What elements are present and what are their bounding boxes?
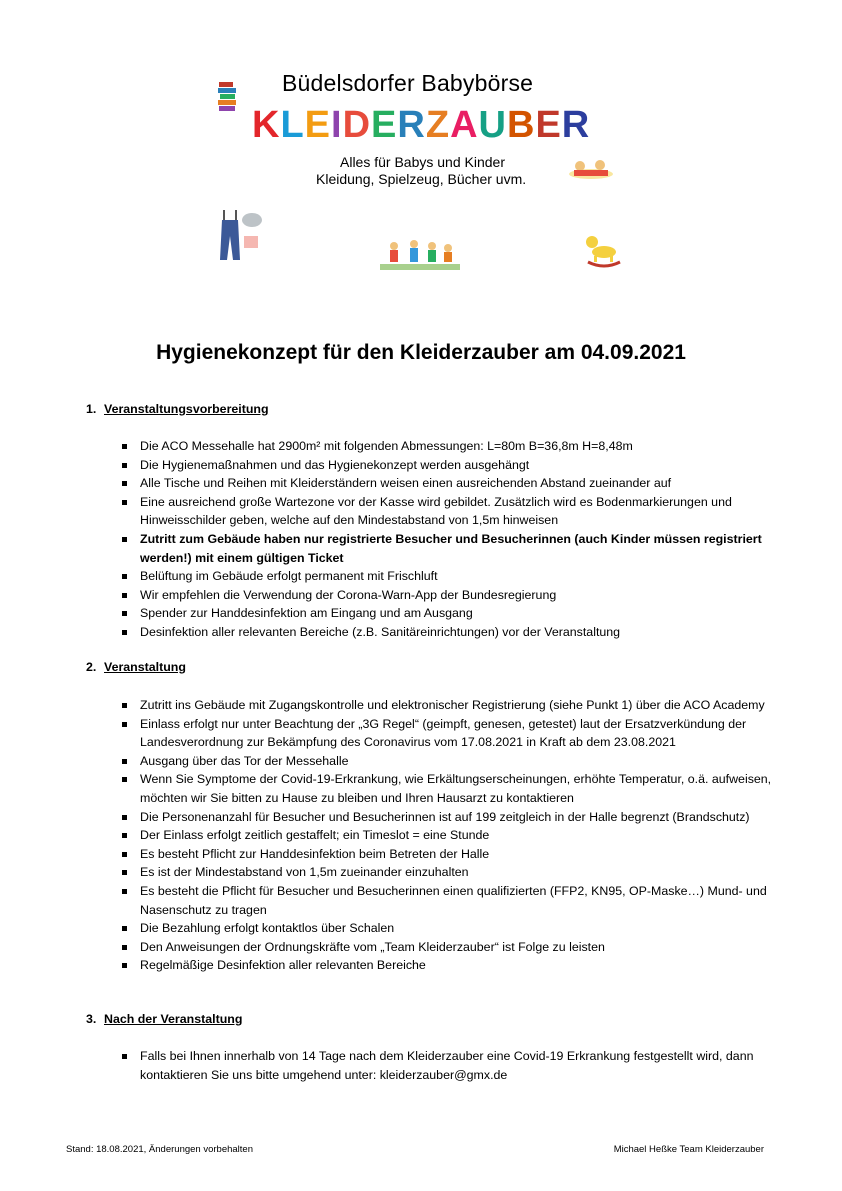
children-playing-icon [380,236,460,272]
wordmark-letter: U [478,104,507,146]
section-list [0,437,842,642]
logo-tagline-2: Kleidung, Spielzeug, Bücher uvm. [316,171,527,187]
wordmark-letter: R [561,104,591,146]
section-list [0,1047,842,1084]
wordmark-letter: R [397,104,426,146]
logo-wordmark [252,104,590,147]
list-item: Die Personenanzahl für Besucher und Besucherinnen ist auf 199 zeitgleich in der Halle begrenzt (Brandschutz) [0,808,842,827]
wordmark-letter: E [371,104,398,146]
section-number: 2. [86,660,97,674]
clothing-icon [214,208,264,264]
list-item: Es besteht die Pflicht für Besucher und Besucherinnen einen qualifizierten (FFP2, KN95, OP-Maske…) Mund- und Nasenschutz zu tragen [0,882,842,919]
section-heading-label: Nach der Veranstaltung [104,1012,243,1026]
section-heading-label: Veranstaltung [104,660,186,674]
list-item: Die Bezahlung erfolgt kontaktlos über Schalen [0,919,842,938]
list-item: Es besteht Pflicht zur Handdesinfektion beim Betreten der Halle [0,845,842,864]
wordmark-letter: Z [425,104,451,146]
list-item: Alle Tische und Reihen mit Kleiderständern weisen einen ausreichenden Abstand zueinander auf [0,474,842,493]
list-item: Wir empfehlen die Verwendung der Corona-Warn-App der Bundesregierung [0,586,842,605]
list-item: Desinfektion aller relevanten Bereiche (z.B. Sanitäreinrichtungen) vor der Veranstaltung [0,623,842,642]
logo-tagline-1: Alles für Babys und Kinder [340,154,505,170]
wordmark-letter: A [450,104,479,146]
wordmark-letter: E [304,104,332,146]
wordmark-letter: E [535,104,562,146]
wordmark-letter: K [252,104,281,146]
list-item: Zutritt ins Gebäude mit Zugangskontrolle und elektronischer Registrierung (siehe Punkt 1) über die ACO Academy [0,696,842,715]
logo-subtitle: Büdelsdorfer Babybörse [282,70,534,96]
list-item: Die Hygienemaßnahmen und das Hygienekonzept werden ausgehängt [0,456,842,475]
list-item: Zutritt zum Gebäude haben nur registrierte Besucher und Besucherinnen (auch Kinder müssen registriert werden!) mit einem gültigen Ticket [0,530,842,567]
list-item: Einlass erfolgt nur unter Beachtung der „3G Regel“ (geimpft, genesen, getestet) laut der Ersatzverkündung der Landesverordnung zur Bekämpfung des Coronavirus vom 17.08.2021 in Kraft ab dem 23.08.2021 [0,715,842,752]
list-item: Die ACO Messehalle hat 2900m² mit folgenden Abmessungen: L=80m B=36,8m H=8,48m [0,437,842,456]
wordmark-letter: I [331,104,343,146]
list-item: Belüftung im Gebäude erfolgt permanent mit Frischluft [0,567,842,586]
list-item: Den Anweisungen der Ordnungskräfte vom „Team Kleiderzauber“ ist Folge zu leisten [0,938,842,957]
kids-lying-icon [568,156,614,180]
wordmark-letter: B [506,104,536,146]
list-item: Eine ausreichend große Wartezone vor der Kasse wird gebildet. Zusätzlich wird es Bodenmarkierungen und Hinweisschilder geben, welche auf den Mindestabstand von 1,5m hinweisen [0,493,842,530]
section-heading [86,660,186,674]
list-item: Es ist der Mindestabstand von 1,5m zueinander einzuhalten [0,863,842,882]
list-item: Ausgang über das Tor der Messehalle [0,752,842,771]
footer-right: Michael Heßke Team Kleiderzauber [613,1144,764,1155]
list-item: Falls bei Ihnen innerhalb von 14 Tage nach dem Kleiderzauber eine Covid-19 Erkrankung festgestellt wird, dann kontaktieren Sie uns bitte umgehend unter: kleiderzauber@gmx.de [0,1047,842,1084]
book-stack-icon [216,78,240,114]
rocking-horse-icon [584,234,624,268]
logo [0,0,842,300]
document-title: Hygienekonzept für den Kleiderzauber am 04.09.2021 [156,341,686,364]
list-item: Der Einlass erfolgt zeitlich gestaffelt; ein Timeslot = eine Stunde [0,826,842,845]
section-number: 1. [86,402,97,416]
section-heading-label: Veranstaltungsvorbereitung [104,402,269,416]
list-item: Regelmäßige Desinfektion aller relevanten Bereiche [0,956,842,975]
section-heading [86,402,269,416]
list-item: Spender zur Handdesinfektion am Eingang und am Ausgang [0,604,842,623]
section-heading [86,1012,242,1026]
footer-left: Stand: 18.08.2021, Änderungen vorbehalten [66,1144,253,1155]
wordmark-letter: L [280,104,305,146]
list-item: Wenn Sie Symptome der Covid-19-Erkrankung, wie Erkältungserscheinungen, erhöhte Temperatur, o.ä. aufweisen, möchten wir Sie bitten zu Hause zu bleiben und Ihren Hausarzt zu kontaktieren [0,770,842,807]
section-list [0,696,842,975]
section-number: 3. [86,1012,97,1026]
wordmark-letter: D [342,104,372,146]
